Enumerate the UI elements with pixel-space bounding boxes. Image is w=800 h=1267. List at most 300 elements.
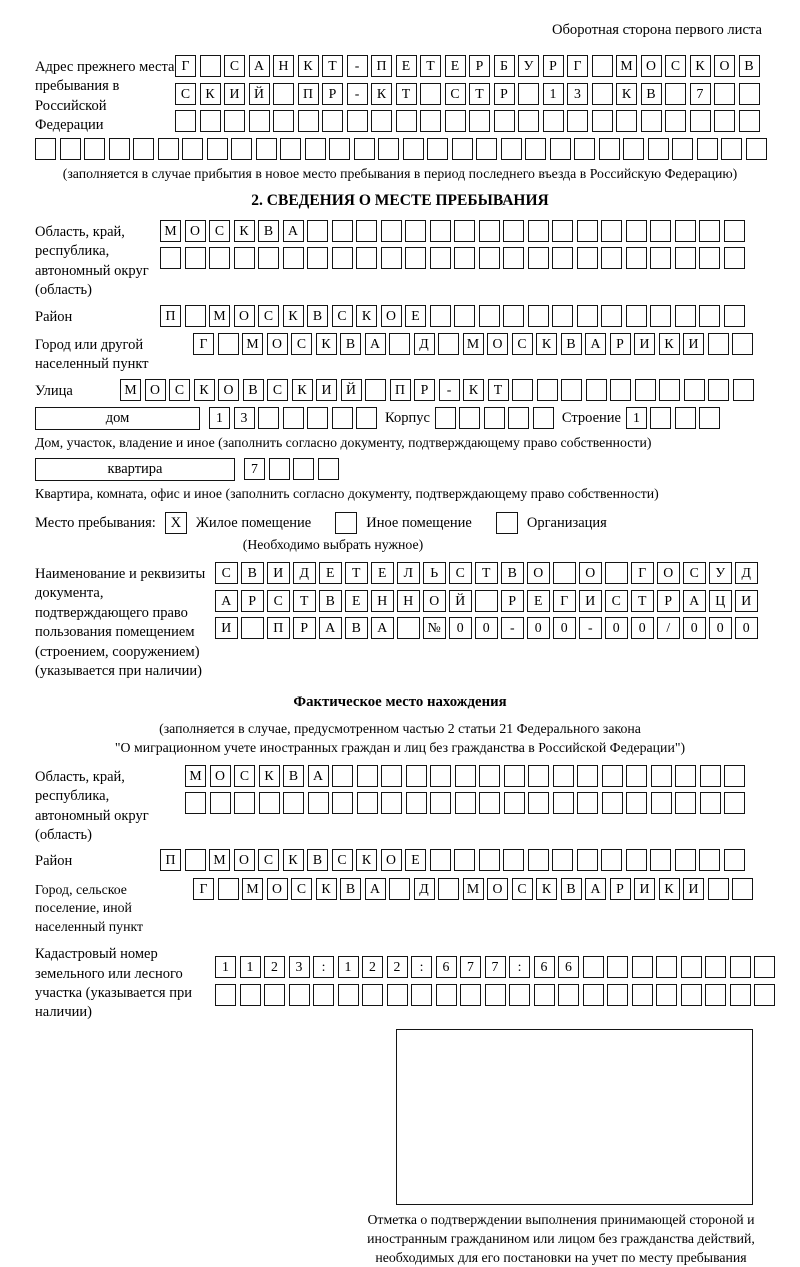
char-box[interactable]: М xyxy=(160,220,181,242)
char-box[interactable]: В xyxy=(561,333,582,355)
char-box[interactable]: 3 xyxy=(567,83,588,105)
char-box[interactable]: 6 xyxy=(436,956,457,978)
char-box[interactable]: М xyxy=(242,878,263,900)
char-box[interactable] xyxy=(60,138,81,160)
char-box[interactable] xyxy=(632,956,653,978)
char-box[interactable]: 0 xyxy=(449,617,472,639)
char-box[interactable]: И xyxy=(683,333,704,355)
char-box[interactable]: 1 xyxy=(215,956,236,978)
char-box[interactable] xyxy=(494,110,515,132)
char-box[interactable] xyxy=(650,849,671,871)
char-box[interactable] xyxy=(552,220,573,242)
char-box[interactable]: С xyxy=(512,878,533,900)
char-box[interactable] xyxy=(675,792,696,814)
char-box[interactable] xyxy=(583,956,604,978)
char-box[interactable]: К xyxy=(616,83,637,105)
char-box[interactable] xyxy=(574,138,595,160)
char-box[interactable] xyxy=(455,792,476,814)
char-box[interactable] xyxy=(258,407,279,429)
char-box[interactable]: Т xyxy=(345,562,368,584)
char-box[interactable]: Д xyxy=(414,878,435,900)
char-box[interactable] xyxy=(650,247,671,269)
char-box[interactable] xyxy=(675,407,696,429)
char-box[interactable] xyxy=(283,792,304,814)
checkbox-zhiloe[interactable]: X xyxy=(165,512,187,534)
char-box[interactable] xyxy=(381,792,402,814)
char-box[interactable]: К xyxy=(659,878,680,900)
char-box[interactable]: С xyxy=(224,55,245,77)
char-box[interactable]: С xyxy=(175,83,196,105)
char-box[interactable]: Р xyxy=(241,590,264,612)
char-box[interactable]: / xyxy=(657,617,680,639)
char-box[interactable] xyxy=(307,247,328,269)
char-box[interactable] xyxy=(690,110,711,132)
char-box[interactable] xyxy=(651,765,672,787)
char-box[interactable]: В xyxy=(307,305,328,327)
char-box[interactable] xyxy=(307,407,328,429)
char-box[interactable] xyxy=(558,984,579,1006)
char-box[interactable] xyxy=(475,590,498,612)
char-box[interactable]: М xyxy=(185,765,206,787)
char-box[interactable] xyxy=(681,984,702,1006)
char-box[interactable] xyxy=(185,247,206,269)
char-box[interactable]: С xyxy=(267,590,290,612)
char-box[interactable] xyxy=(623,138,644,160)
char-box[interactable] xyxy=(158,138,179,160)
char-box[interactable] xyxy=(175,110,196,132)
char-box[interactable]: Е xyxy=(371,562,394,584)
char-box[interactable] xyxy=(454,220,475,242)
char-box[interactable]: Т xyxy=(631,590,654,612)
char-box[interactable] xyxy=(705,956,726,978)
char-box[interactable] xyxy=(436,984,457,1006)
char-box[interactable] xyxy=(650,220,671,242)
char-box[interactable]: Р xyxy=(657,590,680,612)
char-box[interactable]: В xyxy=(561,878,582,900)
char-box[interactable] xyxy=(675,849,696,871)
char-box[interactable] xyxy=(298,110,319,132)
char-box[interactable] xyxy=(534,984,555,1006)
char-box[interactable]: М xyxy=(616,55,637,77)
char-box[interactable]: В xyxy=(319,590,342,612)
char-box[interactable]: : xyxy=(509,956,530,978)
char-box[interactable]: 1 xyxy=(209,407,230,429)
char-box[interactable] xyxy=(577,247,598,269)
char-box[interactable] xyxy=(675,220,696,242)
char-box[interactable] xyxy=(635,379,656,401)
char-box[interactable]: А xyxy=(308,765,329,787)
char-box[interactable] xyxy=(476,138,497,160)
char-box[interactable] xyxy=(307,220,328,242)
char-box[interactable]: В xyxy=(739,55,760,77)
char-box[interactable] xyxy=(332,247,353,269)
char-box[interactable] xyxy=(381,765,402,787)
char-box[interactable]: Е xyxy=(527,590,550,612)
char-box[interactable] xyxy=(724,849,745,871)
char-box[interactable] xyxy=(672,138,693,160)
char-box[interactable]: : xyxy=(411,956,432,978)
char-box[interactable]: С xyxy=(258,305,279,327)
char-box[interactable]: В xyxy=(307,849,328,871)
char-box[interactable]: Т xyxy=(420,55,441,77)
char-box[interactable] xyxy=(249,110,270,132)
char-box[interactable]: И xyxy=(683,878,704,900)
char-box[interactable]: О xyxy=(487,878,508,900)
char-box[interactable]: В xyxy=(258,220,279,242)
char-box[interactable] xyxy=(607,956,628,978)
char-box[interactable]: Р xyxy=(610,333,631,355)
char-box[interactable]: К xyxy=(536,878,557,900)
char-box[interactable] xyxy=(357,765,378,787)
char-box[interactable] xyxy=(616,110,637,132)
char-box[interactable]: Д xyxy=(414,333,435,355)
char-box[interactable] xyxy=(182,138,203,160)
char-box[interactable] xyxy=(224,110,245,132)
char-box[interactable] xyxy=(732,878,753,900)
char-box[interactable] xyxy=(553,562,576,584)
char-box[interactable] xyxy=(699,849,720,871)
char-box[interactable] xyxy=(234,247,255,269)
char-box[interactable] xyxy=(305,138,326,160)
char-box[interactable]: И xyxy=(634,878,655,900)
char-box[interactable] xyxy=(561,379,582,401)
char-box[interactable]: И xyxy=(215,617,238,639)
char-box[interactable] xyxy=(332,765,353,787)
char-box[interactable] xyxy=(397,617,420,639)
char-box[interactable] xyxy=(403,138,424,160)
char-box[interactable] xyxy=(746,138,767,160)
char-box[interactable]: У xyxy=(518,55,539,77)
char-box[interactable]: Р xyxy=(494,83,515,105)
char-box[interactable]: С xyxy=(267,379,288,401)
char-box[interactable] xyxy=(607,984,628,1006)
char-box[interactable] xyxy=(730,956,751,978)
char-box[interactable]: Й xyxy=(449,590,472,612)
char-box[interactable]: А xyxy=(283,220,304,242)
char-box[interactable]: К xyxy=(690,55,711,77)
char-box[interactable]: Н xyxy=(273,55,294,77)
char-box[interactable] xyxy=(479,247,500,269)
char-box[interactable] xyxy=(318,458,339,480)
char-box[interactable]: В xyxy=(345,617,368,639)
char-box[interactable]: У xyxy=(709,562,732,584)
char-box[interactable]: Ц xyxy=(709,590,732,612)
char-box[interactable]: И xyxy=(634,333,655,355)
char-box[interactable] xyxy=(610,379,631,401)
char-box[interactable]: Р xyxy=(322,83,343,105)
char-box[interactable] xyxy=(626,765,647,787)
char-box[interactable] xyxy=(479,765,500,787)
char-box[interactable] xyxy=(430,792,451,814)
char-box[interactable] xyxy=(550,138,571,160)
char-box[interactable] xyxy=(396,110,417,132)
char-box[interactable] xyxy=(675,305,696,327)
char-box[interactable] xyxy=(724,220,745,242)
char-box[interactable] xyxy=(553,792,574,814)
char-box[interactable] xyxy=(675,765,696,787)
char-box[interactable]: № xyxy=(423,617,446,639)
char-box[interactable]: М xyxy=(242,333,263,355)
char-box[interactable] xyxy=(406,792,427,814)
char-box[interactable] xyxy=(665,110,686,132)
char-box[interactable] xyxy=(732,333,753,355)
char-box[interactable] xyxy=(332,220,353,242)
char-box[interactable] xyxy=(479,792,500,814)
char-box[interactable] xyxy=(503,305,524,327)
char-box[interactable]: 6 xyxy=(534,956,555,978)
char-box[interactable]: Р xyxy=(543,55,564,77)
char-box[interactable]: М xyxy=(463,878,484,900)
char-box[interactable]: Й xyxy=(341,379,362,401)
char-box[interactable]: Л xyxy=(397,562,420,584)
char-box[interactable]: П xyxy=(390,379,411,401)
char-box[interactable] xyxy=(525,138,546,160)
char-box[interactable] xyxy=(109,138,130,160)
char-box[interactable]: Д xyxy=(735,562,758,584)
char-box[interactable] xyxy=(406,765,427,787)
char-box[interactable]: 1 xyxy=(338,956,359,978)
char-box[interactable]: С xyxy=(332,305,353,327)
char-box[interactable] xyxy=(354,138,375,160)
char-box[interactable] xyxy=(708,878,729,900)
char-box[interactable] xyxy=(733,379,754,401)
char-box[interactable] xyxy=(592,83,613,105)
char-box[interactable]: С xyxy=(332,849,353,871)
char-box[interactable]: К xyxy=(356,849,377,871)
char-box[interactable] xyxy=(207,138,228,160)
char-box[interactable]: К xyxy=(200,83,221,105)
char-box[interactable] xyxy=(469,110,490,132)
char-box[interactable] xyxy=(602,792,623,814)
char-box[interactable] xyxy=(730,984,751,1006)
char-box[interactable]: С xyxy=(445,83,466,105)
char-box[interactable]: С xyxy=(215,562,238,584)
char-box[interactable]: Ь xyxy=(423,562,446,584)
char-box[interactable] xyxy=(438,878,459,900)
char-box[interactable] xyxy=(35,138,56,160)
char-box[interactable]: Т xyxy=(475,562,498,584)
char-box[interactable] xyxy=(438,333,459,355)
char-box[interactable]: А xyxy=(365,333,386,355)
char-box[interactable] xyxy=(552,247,573,269)
char-box[interactable] xyxy=(509,984,530,1006)
char-box[interactable]: В xyxy=(641,83,662,105)
char-box[interactable] xyxy=(308,792,329,814)
char-box[interactable] xyxy=(508,407,529,429)
char-box[interactable] xyxy=(528,765,549,787)
char-box[interactable] xyxy=(681,956,702,978)
char-box[interactable]: 0 xyxy=(475,617,498,639)
char-box[interactable]: П xyxy=(298,83,319,105)
char-box[interactable]: С xyxy=(209,220,230,242)
char-box[interactable] xyxy=(577,849,598,871)
char-box[interactable] xyxy=(651,792,672,814)
char-box[interactable]: О xyxy=(423,590,446,612)
char-box[interactable]: Е xyxy=(405,305,426,327)
char-box[interactable] xyxy=(724,765,745,787)
char-box[interactable]: 7 xyxy=(690,83,711,105)
char-box[interactable] xyxy=(650,407,671,429)
char-box[interactable] xyxy=(200,110,221,132)
char-box[interactable] xyxy=(724,247,745,269)
char-box[interactable] xyxy=(427,138,448,160)
char-box[interactable]: М xyxy=(209,305,230,327)
char-box[interactable]: 0 xyxy=(683,617,706,639)
char-box[interactable] xyxy=(602,765,623,787)
char-box[interactable] xyxy=(479,305,500,327)
char-box[interactable]: В xyxy=(501,562,524,584)
char-box[interactable]: М xyxy=(120,379,141,401)
char-box[interactable] xyxy=(234,792,255,814)
char-box[interactable] xyxy=(356,220,377,242)
char-box[interactable]: Р xyxy=(610,878,631,900)
char-box[interactable]: 7 xyxy=(244,458,265,480)
char-box[interactable]: - xyxy=(501,617,524,639)
char-box[interactable] xyxy=(528,305,549,327)
checkbox-inoe[interactable] xyxy=(335,512,357,534)
char-box[interactable]: С xyxy=(169,379,190,401)
char-box[interactable] xyxy=(665,83,686,105)
char-box[interactable] xyxy=(381,220,402,242)
char-box[interactable] xyxy=(231,138,252,160)
char-box[interactable]: О xyxy=(381,849,402,871)
char-box[interactable] xyxy=(381,247,402,269)
char-box[interactable]: Р xyxy=(501,590,524,612)
char-box[interactable]: Н xyxy=(397,590,420,612)
char-box[interactable]: Г xyxy=(193,333,214,355)
char-box[interactable]: К xyxy=(259,765,280,787)
char-box[interactable] xyxy=(269,458,290,480)
char-box[interactable] xyxy=(362,984,383,1006)
char-box[interactable] xyxy=(699,247,720,269)
char-box[interactable] xyxy=(501,138,522,160)
char-box[interactable] xyxy=(601,220,622,242)
char-box[interactable] xyxy=(699,305,720,327)
char-box[interactable]: К xyxy=(283,849,304,871)
char-box[interactable]: И xyxy=(735,590,758,612)
char-box[interactable]: О xyxy=(657,562,680,584)
char-box[interactable] xyxy=(133,138,154,160)
char-box[interactable]: О xyxy=(714,55,735,77)
char-box[interactable] xyxy=(356,407,377,429)
char-box[interactable] xyxy=(215,984,236,1006)
char-box[interactable] xyxy=(452,138,473,160)
char-box[interactable] xyxy=(626,849,647,871)
char-box[interactable] xyxy=(714,110,735,132)
char-box[interactable] xyxy=(347,110,368,132)
char-box[interactable] xyxy=(724,305,745,327)
char-box[interactable] xyxy=(675,247,696,269)
char-box[interactable]: К xyxy=(463,379,484,401)
char-box[interactable]: П xyxy=(160,849,181,871)
char-box[interactable]: Й xyxy=(249,83,270,105)
char-box[interactable] xyxy=(479,849,500,871)
char-box[interactable] xyxy=(699,407,720,429)
char-box[interactable]: О xyxy=(579,562,602,584)
char-box[interactable] xyxy=(258,247,279,269)
char-box[interactable] xyxy=(430,247,451,269)
char-box[interactable]: О xyxy=(218,379,239,401)
char-box[interactable]: Е xyxy=(396,55,417,77)
char-box[interactable]: И xyxy=(267,562,290,584)
char-box[interactable]: 0 xyxy=(527,617,550,639)
char-box[interactable]: О xyxy=(145,379,166,401)
char-box[interactable] xyxy=(389,333,410,355)
char-box[interactable]: В xyxy=(243,379,264,401)
char-box[interactable] xyxy=(714,83,735,105)
char-box[interactable]: Г xyxy=(193,878,214,900)
char-box[interactable] xyxy=(273,110,294,132)
char-box[interactable] xyxy=(724,792,745,814)
char-box[interactable] xyxy=(371,110,392,132)
char-box[interactable] xyxy=(599,138,620,160)
char-box[interactable]: Т xyxy=(469,83,490,105)
char-box[interactable] xyxy=(420,83,441,105)
char-box[interactable]: Г xyxy=(631,562,654,584)
char-box[interactable]: Р xyxy=(469,55,490,77)
char-box[interactable]: К xyxy=(371,83,392,105)
char-box[interactable] xyxy=(503,247,524,269)
char-box[interactable] xyxy=(577,220,598,242)
char-box[interactable] xyxy=(586,379,607,401)
char-box[interactable]: С xyxy=(258,849,279,871)
char-box[interactable] xyxy=(283,407,304,429)
char-box[interactable] xyxy=(577,765,598,787)
char-box[interactable]: О xyxy=(234,305,255,327)
char-box[interactable]: Т xyxy=(322,55,343,77)
char-box[interactable] xyxy=(552,305,573,327)
char-box[interactable] xyxy=(256,138,277,160)
char-box[interactable] xyxy=(518,83,539,105)
char-box[interactable] xyxy=(430,765,451,787)
char-box[interactable] xyxy=(504,792,525,814)
char-box[interactable]: К xyxy=(536,333,557,355)
char-box[interactable] xyxy=(430,305,451,327)
char-box[interactable] xyxy=(357,792,378,814)
char-box[interactable] xyxy=(697,138,718,160)
char-box[interactable] xyxy=(601,849,622,871)
char-box[interactable] xyxy=(264,984,285,1006)
char-box[interactable] xyxy=(484,407,505,429)
char-box[interactable] xyxy=(185,305,206,327)
char-box[interactable]: С xyxy=(291,333,312,355)
char-box[interactable] xyxy=(504,765,525,787)
char-box[interactable]: 2 xyxy=(362,956,383,978)
char-box[interactable] xyxy=(389,878,410,900)
char-box[interactable] xyxy=(210,792,231,814)
char-box[interactable]: Г xyxy=(567,55,588,77)
char-box[interactable]: И xyxy=(316,379,337,401)
char-box[interactable]: С xyxy=(683,562,706,584)
char-box[interactable] xyxy=(528,792,549,814)
char-box[interactable]: В xyxy=(340,878,361,900)
char-box[interactable] xyxy=(454,849,475,871)
char-box[interactable] xyxy=(659,379,680,401)
char-box[interactable] xyxy=(708,333,729,355)
char-box[interactable] xyxy=(435,407,456,429)
char-box[interactable]: И xyxy=(579,590,602,612)
char-box[interactable] xyxy=(405,247,426,269)
char-box[interactable] xyxy=(528,220,549,242)
char-box[interactable] xyxy=(185,792,206,814)
char-box[interactable]: К xyxy=(194,379,215,401)
char-box[interactable] xyxy=(218,878,239,900)
char-box[interactable]: К xyxy=(298,55,319,77)
char-box[interactable]: О xyxy=(210,765,231,787)
char-box[interactable] xyxy=(626,305,647,327)
char-box[interactable] xyxy=(512,379,533,401)
char-box[interactable]: 0 xyxy=(631,617,654,639)
